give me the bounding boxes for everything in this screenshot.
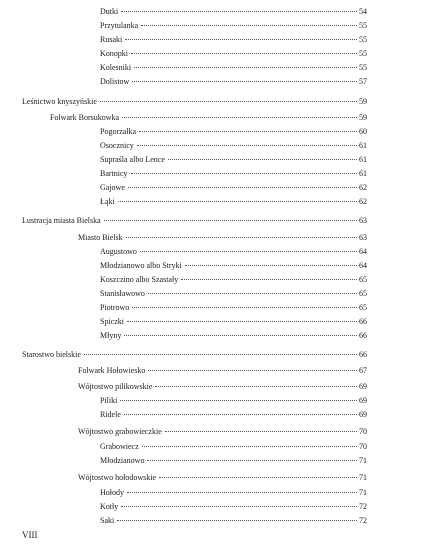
dot-leader: [128, 187, 357, 188]
toc-subsection-entry[interactable]: [50, 113, 367, 123]
dot-leader: [159, 477, 357, 478]
dot-leader: [137, 145, 357, 146]
dot-leader: [126, 237, 357, 238]
toc-entry-page: 62: [359, 197, 367, 206]
toc-entry-label: Leśnictwo knyszyńskie: [22, 97, 97, 106]
dot-leader: [155, 386, 357, 387]
toc-entry-page: 65: [359, 289, 367, 298]
toc-entry[interactable]: [100, 331, 367, 341]
toc-entry[interactable]: [100, 21, 367, 31]
toc-entry-label: Młodzianowo albo Stryki: [100, 261, 182, 270]
toc-entry-label: Hołody: [100, 488, 124, 497]
toc-entry-label: Supraśla albo Lence: [100, 155, 165, 164]
toc-entry-page: 65: [359, 303, 367, 312]
toc-entry[interactable]: [100, 396, 367, 406]
dot-leader: [131, 173, 357, 174]
toc-entry-page: 55: [359, 21, 367, 30]
toc-entry-label: Augustowo: [100, 247, 137, 256]
toc-entry-label: Stanisławowo: [100, 289, 145, 298]
toc-entry-page: 60: [359, 127, 367, 136]
toc-entry-label: Wójtostwo pilikowskie: [78, 382, 153, 391]
toc-entry-page: 66: [359, 350, 367, 359]
toc-entry-page: 72: [359, 516, 367, 525]
toc-section-entry[interactable]: [22, 97, 367, 107]
toc-entry-page: 64: [359, 261, 367, 270]
toc-entry[interactable]: [100, 141, 367, 151]
toc-entry[interactable]: [100, 317, 367, 327]
toc-entry[interactable]: [100, 77, 367, 87]
dot-leader: [125, 39, 357, 40]
dot-leader: [147, 460, 357, 461]
toc-entry-page: 54: [359, 7, 367, 16]
toc-entry[interactable]: [100, 410, 367, 420]
toc-entry-page: 69: [359, 410, 367, 419]
toc-entry[interactable]: [100, 516, 367, 526]
toc-entry[interactable]: [100, 303, 367, 313]
dot-leader: [100, 101, 357, 102]
dot-leader: [122, 117, 357, 118]
toc-entry-label: Ridele: [100, 410, 121, 419]
toc-entry[interactable]: [100, 49, 367, 59]
toc-subsection-entry[interactable]: [78, 473, 367, 483]
dot-leader: [124, 414, 357, 415]
toc-entry-label: Grabowiecz: [100, 442, 139, 451]
page-number: VIII: [22, 530, 38, 540]
toc-entry-page: 71: [359, 473, 367, 482]
toc-entry-label: Młyny: [100, 331, 122, 340]
toc-entry-label: Kotły: [100, 502, 119, 511]
dot-leader: [165, 431, 357, 432]
toc-entry-page: 63: [359, 233, 367, 242]
toc-entry[interactable]: [100, 275, 367, 285]
dot-leader: [139, 131, 357, 132]
toc-entry-label: Bartnicy: [100, 169, 128, 178]
toc-entry-label: Miasto Bielsk: [78, 233, 123, 242]
toc-entry-page: 64: [359, 247, 367, 256]
toc-entry-page: 61: [359, 141, 367, 150]
dot-leader: [120, 400, 357, 401]
toc-entry-page: 55: [359, 35, 367, 44]
toc-entry-label: Kolesniki: [100, 63, 132, 72]
toc-subsection-entry[interactable]: [78, 233, 367, 243]
dot-leader: [117, 520, 357, 521]
toc-entry-page: 70: [359, 427, 367, 436]
toc-entry[interactable]: [100, 7, 367, 17]
dot-leader: [134, 67, 357, 68]
toc-entry-label: Łąki: [100, 197, 115, 206]
toc-entry-label: Piotrowo: [100, 303, 130, 312]
toc-entry[interactable]: [100, 169, 367, 179]
toc-entry-label: Saki: [100, 516, 115, 525]
dot-leader: [127, 492, 357, 493]
toc-subsection-entry[interactable]: [78, 427, 367, 437]
toc-entry-page: 63: [359, 216, 367, 225]
toc-entry-label: Gajowe: [100, 183, 125, 192]
dot-leader: [140, 251, 357, 252]
toc-entry-label: Konopki: [100, 49, 128, 58]
dot-leader: [124, 335, 357, 336]
toc-section-entry[interactable]: [22, 350, 367, 360]
toc-entry-label: Rusaki: [100, 35, 123, 44]
toc-entry[interactable]: [100, 488, 367, 498]
toc-entry-page: 70: [359, 442, 367, 451]
toc-entry-page: 61: [359, 155, 367, 164]
toc-entry-page: 69: [359, 382, 367, 391]
toc-entry[interactable]: [100, 183, 367, 193]
dot-leader: [185, 265, 357, 266]
toc-entry-label: Folwark Borsukowka: [50, 113, 120, 122]
dot-leader: [121, 11, 357, 12]
toc-entry-label: Dutki: [100, 7, 119, 16]
toc-entry[interactable]: [100, 247, 367, 257]
dot-leader: [121, 506, 357, 507]
toc-entry-page: 55: [359, 49, 367, 58]
dot-leader: [181, 279, 357, 280]
toc-entry[interactable]: [100, 456, 367, 466]
dot-leader: [127, 321, 357, 322]
toc-entry-page: 61: [359, 169, 367, 178]
dot-leader: [142, 446, 357, 447]
toc-entry-page: 66: [359, 317, 367, 326]
toc-entry-page: 59: [359, 113, 367, 122]
toc-subsection-entry[interactable]: [78, 366, 367, 376]
dot-leader: [168, 159, 357, 160]
dot-leader: [131, 53, 357, 54]
dot-leader: [84, 354, 357, 355]
toc-entry-label: Wójtostwo grabowieczkie: [78, 427, 162, 436]
toc-entry-label: Koszczino albo Szastały: [100, 275, 179, 284]
dot-leader: [141, 25, 357, 26]
toc-section-entry[interactable]: [22, 216, 367, 226]
toc-entry[interactable]: [100, 261, 367, 271]
toc-entry-label: Wójtostwo hołodowskie: [78, 473, 156, 482]
toc-entry-page: 66: [359, 331, 367, 340]
toc-entry-label: Pogorzałka: [100, 127, 136, 136]
dot-leader: [148, 370, 357, 371]
dot-leader: [148, 293, 357, 294]
dot-leader: [118, 201, 357, 202]
toc-entry-label: Osocznicy: [100, 141, 134, 150]
toc-entry[interactable]: [100, 155, 367, 165]
toc-entry-page: 59: [359, 97, 367, 106]
toc-entry[interactable]: [100, 35, 367, 45]
toc-entry[interactable]: [100, 502, 367, 512]
toc-entry-label: Folwark Hołowiesko: [78, 366, 146, 375]
toc-entry-label: Dolistow: [100, 77, 130, 86]
toc-entry-label: Starostwo bielskie: [22, 350, 81, 359]
toc-entry-label: Piliki: [100, 396, 118, 405]
toc-entry-page: 57: [359, 77, 367, 86]
toc-entry[interactable]: [100, 289, 367, 299]
toc-entry-page: 71: [359, 456, 367, 465]
dot-leader: [132, 81, 357, 82]
toc-entry-page: 65: [359, 275, 367, 284]
toc-entry-page: 67: [359, 366, 367, 375]
dot-leader: [104, 220, 357, 221]
toc-entry[interactable]: [100, 442, 367, 452]
toc-subsection-entry[interactable]: [78, 382, 367, 392]
toc-entry-page: 72: [359, 502, 367, 511]
dot-leader: [132, 307, 357, 308]
toc-entry-page: 55: [359, 63, 367, 72]
toc-entry-page: 69: [359, 396, 367, 405]
toc-entry[interactable]: [100, 127, 367, 137]
toc-entry-label: Przytulanka: [100, 21, 139, 30]
toc-entry-label: Młodzianowo: [100, 456, 145, 465]
toc-entry-label: Lustracja miasta Bielska: [22, 216, 101, 225]
toc-entry-page: 62: [359, 183, 367, 192]
toc-entry[interactable]: [100, 197, 367, 207]
toc-entry-label: Spiczki: [100, 317, 124, 326]
toc-entry[interactable]: [100, 63, 367, 73]
toc-entry-page: 71: [359, 488, 367, 497]
